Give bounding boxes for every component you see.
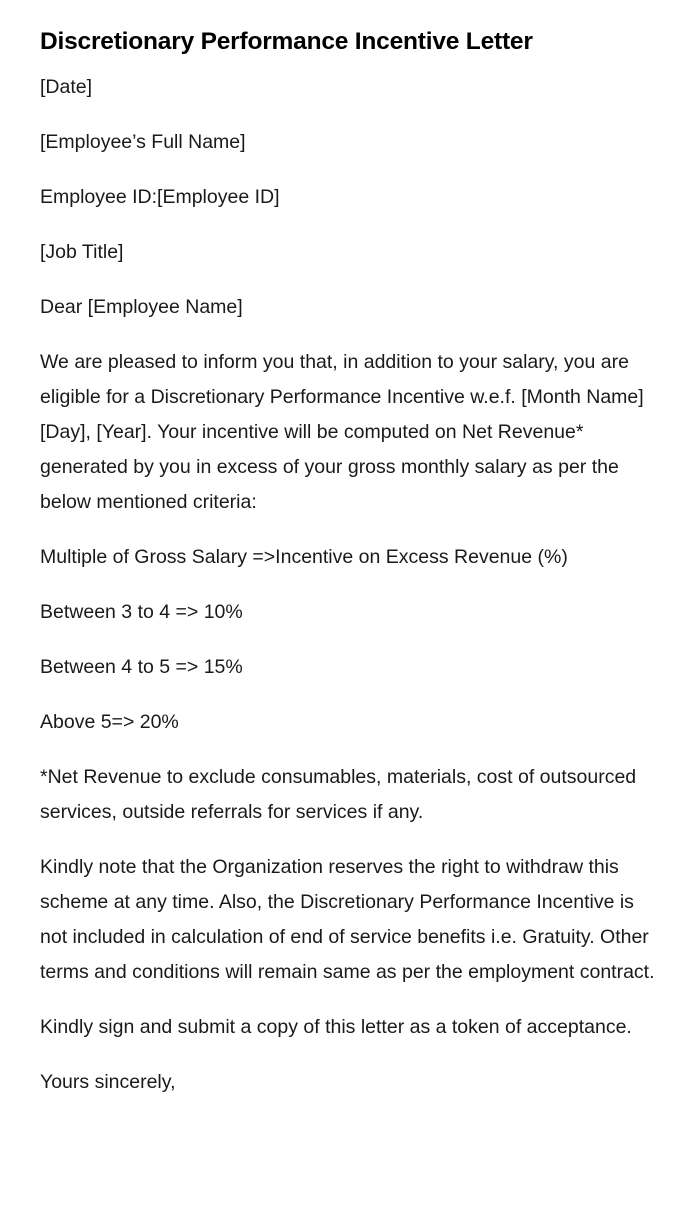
- salutation: Dear [Employee Name]: [40, 296, 243, 318]
- sign-instruction: Kindly sign and submit a copy of this letter as a token of acceptance.: [40, 1016, 632, 1038]
- intro-paragraph: We are pleased to inform you that, in addition to your salary, you are eligible for a Discretionary Performance Incentive w.e.f. [Month Name] [Day], [Year]. Your incentive will be computed on Net Revenue* generated by you in excess of your gross monthly salary as per the below mentioned criteria:: [40, 351, 644, 513]
- closing-line: Yours sincerely,: [40, 1071, 176, 1093]
- letter-title: Discretionary Performance Incentive Letter: [40, 28, 533, 55]
- letter-date: [Date]: [40, 76, 93, 98]
- criteria-item: Between 4 to 5 => 15%: [40, 656, 243, 678]
- criteria-header: Multiple of Gross Salary =>Incentive on Excess Revenue (%): [40, 546, 568, 568]
- terms-note-paragraph: Kindly note that the Organization reserves the right to withdraw this scheme at any time. Also, the Discretionary Performance Incentive is not included in calculation of end of service benefits i.e. Gratuity. Other terms and conditions will remain same as per the employment contract.: [40, 856, 655, 983]
- criteria-item: Above 5=> 20%: [40, 711, 179, 733]
- employee-name: [Employee’s Full Name]: [40, 131, 246, 153]
- criteria-item: Between 3 to 4 => 10%: [40, 601, 243, 623]
- employee-id: Employee ID:[Employee ID]: [40, 186, 280, 208]
- net-revenue-footnote: *Net Revenue to exclude consumables, materials, cost of outsourced services, outside referrals for services if any.: [40, 766, 637, 823]
- job-title: [Job Title]: [40, 241, 124, 263]
